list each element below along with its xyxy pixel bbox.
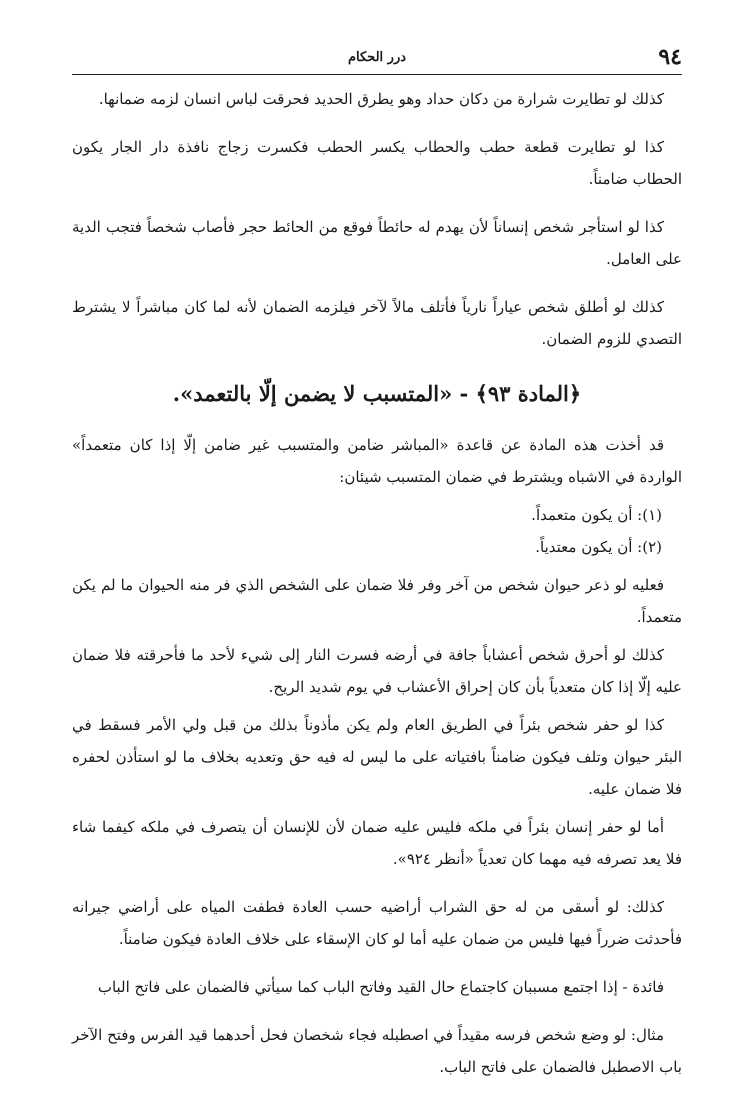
page-number: ٩٤ xyxy=(658,44,682,70)
list-item: (١): أن يكون متعمداً. xyxy=(531,506,662,524)
page-body xyxy=(72,75,682,1083)
list-item: (٢): أن يكون معتدياً. xyxy=(535,538,662,556)
paragraph: أما لو حفر إنسان بئراً في ملكه فليس عليه ضمان لأن للإنسان أن يتصرف في ملكه كيفما شاء فلا يعد تصرفه فيه مهما كان تعدياً «أنظر ٩٢٤». xyxy=(72,818,682,868)
paragraph: كذا لو تطايرت قطعة حطب والحطاب يكسر الحطب فكسرت زجاج نافذة دار الجار يكون الحطاب ضامناً. xyxy=(72,138,682,188)
paragraph: كذا لو استأجر شخص إنساناً لأن يهدم له حائطاً فوقع من الحائط حجر فأصاب شخصاً فتجب الدية على العامل. xyxy=(72,218,682,268)
paragraph: كذلك: لو أسقى من له حق الشراب أراضيه حسب العادة فطفت المياه على أراضي جيرانه فأحدثت ضرراً فيها فليس من ضمان عليه أما لو كان الإسقاء على خلاف العادة فيكون ضامناً. xyxy=(72,898,682,948)
book-page xyxy=(72,44,682,1099)
paragraph: فائدة - إذا اجتمع مسببان كاجتماع حال القيد وفاتح الباب كما سيأتي فالضمان على فاتح الباب xyxy=(97,978,664,996)
page-header xyxy=(72,44,682,75)
paragraph: كذلك لو تطايرت شرارة من دكان حداد وهو يطرق الحديد فحرقت لباس انسان لزمه ضمانها. xyxy=(98,90,664,108)
paragraph: كذلك لو أحرق شخص أعشاباً جافة في أرضه فسرت النار إلى شيء لأحد ما فأحرقته فلا ضمان عليه إلّا إذا كان متعدياً بأن كان إحراق الأعشاب في يوم شديد الريح. xyxy=(72,646,682,696)
running-title: درر الحكام xyxy=(347,50,407,65)
article-heading: ﴿المادة ٩٣﴾ - «المتسبب لا يضمن إلّا بالتعمد». xyxy=(172,381,582,406)
paragraph: كذا لو حفر شخص بئراً في الطريق العام ولم يكن مأذوناً بذلك من قبل ولي الأمر فسقط في البئر حيوان وتلف فيكون ضامناً بافتياته على ما ليس له فيه حق وتعديه بخلاف ما لو استأذن لحفره فلا ضمان عليه. xyxy=(72,716,682,798)
paragraph: فعليه لو ذعر حيوان شخص من آخر وفر فلا ضمان على الشخص الذي فر منه الحيوان ما لم يكن متعمداً. xyxy=(72,576,682,626)
paragraph: مثال: لو وضع شخص فرسه مقيداً في اصطبله فجاء شخصان فحل أحدهما قيد الفرس وفتح الآخر باب الاصطبل فالضمان على فاتح الباب. xyxy=(72,1026,682,1076)
paragraph: كذلك لو أطلق شخص عياراً نارياً فأتلف مالاً لآخر فيلزمه الضمان لأنه لما كان مباشراً لا يشترط التصدي للزوم الضمان. xyxy=(72,298,682,348)
paragraph: قد أخذت هذه المادة عن قاعدة «المباشر ضامن والمتسبب غير ضامن إلّا إذا كان متعمداً» الواردة في الاشباه ويشترط في ضمان المتسبب شيئان: xyxy=(72,436,682,486)
